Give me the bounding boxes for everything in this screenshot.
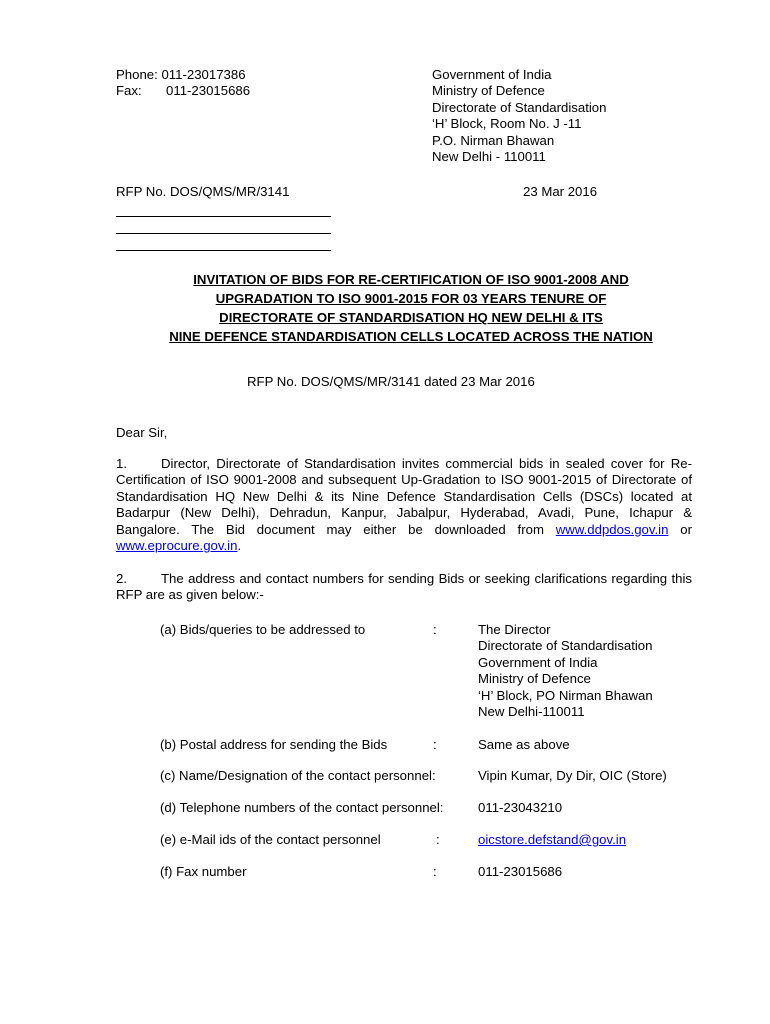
paragraph-1 (116, 456, 692, 554)
fax-number: 011-23015686 (166, 83, 251, 98)
address-line: P.O. Nirman Bhawan (432, 132, 555, 148)
paragraph-end: . (237, 538, 242, 554)
addressee-blank-line (116, 250, 331, 251)
contact-d-value: 011-23043210 (478, 800, 563, 815)
contact-f-label: (f) Fax number (160, 864, 247, 879)
paragraph-number: 2. (116, 571, 127, 586)
contact-email-link[interactable]: oicstore.defstand@gov.in (478, 832, 627, 847)
colon: : (433, 864, 437, 879)
contact-f-value: 011-23015686 (478, 864, 563, 879)
colon: : (436, 832, 440, 847)
document-title (116, 270, 706, 346)
contact-d-label: (d) Telephone numbers of the contact personnel: (160, 800, 444, 815)
subject-reference: RFP No. DOS/QMS/MR/3141 dated 23 Mar 2016 (247, 374, 535, 389)
rfp-date: 23 Mar 2016 (523, 184, 598, 199)
title-line: INVITATION OF BIDS FOR RE-CERTIFICATION OF ISO 9001-2008 AND (193, 272, 629, 287)
address-line: Directorate of Standardisation (432, 99, 607, 115)
paragraph-text: The address and contact numbers for sending Bids or seeking clarifications regarding this RFP are as given below:- (116, 571, 692, 603)
contact-b-value: Same as above (478, 737, 570, 752)
addressee-blank-line (116, 233, 331, 234)
salutation: Dear Sir, (116, 425, 168, 440)
title-line: UPGRADATION TO ISO 9001-2015 FOR 03 YEARS TENURE OF (215, 291, 607, 306)
colon: : (433, 737, 437, 752)
contact-c-value: Vipin Kumar, Dy Dir, OIC (Store) (478, 768, 667, 783)
address-line: Directorate of Standardisation (478, 638, 653, 654)
title-line: NINE DEFENCE STANDARDISATION CELLS LOCATED ACROSS THE NATION (169, 329, 653, 344)
address-line: Government of India (478, 654, 598, 670)
address-line: New Delhi-110011 (478, 704, 585, 720)
address-line: The Director (478, 622, 551, 637)
address-line: ‘H’ Block, Room No. J -11 (432, 116, 582, 132)
ddpdos-link[interactable]: www.ddpdos.gov.in (555, 521, 669, 537)
address-line: Ministry of Defence (432, 83, 545, 99)
paragraph-text: Director, Directorate of Standardisation invites commercial bids in sealed cover for Re-Certification of ISO 9001-2008 and subsequent Up-Gradation to ISO 9001-2015 of Directorate of Standardisation HQ New Delhi & its Nine Defence Standardisation Cells (DSCs) located at Badarpur (New Delhi), Dehradun, Kanpur, Jabalpur, Hyderabad, Avadi, Pune, Ichapur & Bangalore. The Bid document may either be downloaded from (116, 456, 692, 537)
or-text: or (680, 521, 692, 537)
colon: : (433, 622, 437, 637)
paragraph-2 (116, 571, 692, 604)
address-line: ‘H’ Block, PO Nirman Bhawan (478, 687, 653, 703)
address-line: Ministry of Defence (478, 671, 591, 687)
title-line: DIRECTORATE OF STANDARDISATION HQ NEW DELHI & ITS (219, 310, 603, 325)
contact-c-label: (c) Name/Designation of the contact personnel: (160, 768, 436, 783)
address-line: Government of India (432, 67, 552, 82)
addressee-blank-line (116, 216, 331, 217)
contact-b-label: (b) Postal address for sending the Bids (160, 737, 388, 752)
contact-a-address (478, 622, 653, 720)
rfp-number: RFP No. DOS/QMS/MR/3141 (116, 184, 290, 199)
fax-label: Fax: (116, 83, 142, 98)
phone-line: Phone: 011-23017386 (116, 67, 246, 82)
eprocure-link[interactable]: www.eprocure.gov.in (116, 538, 238, 554)
contact-a-label: (a) Bids/queries to be addressed to (160, 622, 366, 637)
contact-e-label: (e) e-Mail ids of the contact personnel (160, 832, 381, 847)
address-line: New Delhi - 110011 (432, 149, 546, 165)
sender-address (432, 67, 606, 165)
paragraph-number: 1. (116, 456, 127, 471)
